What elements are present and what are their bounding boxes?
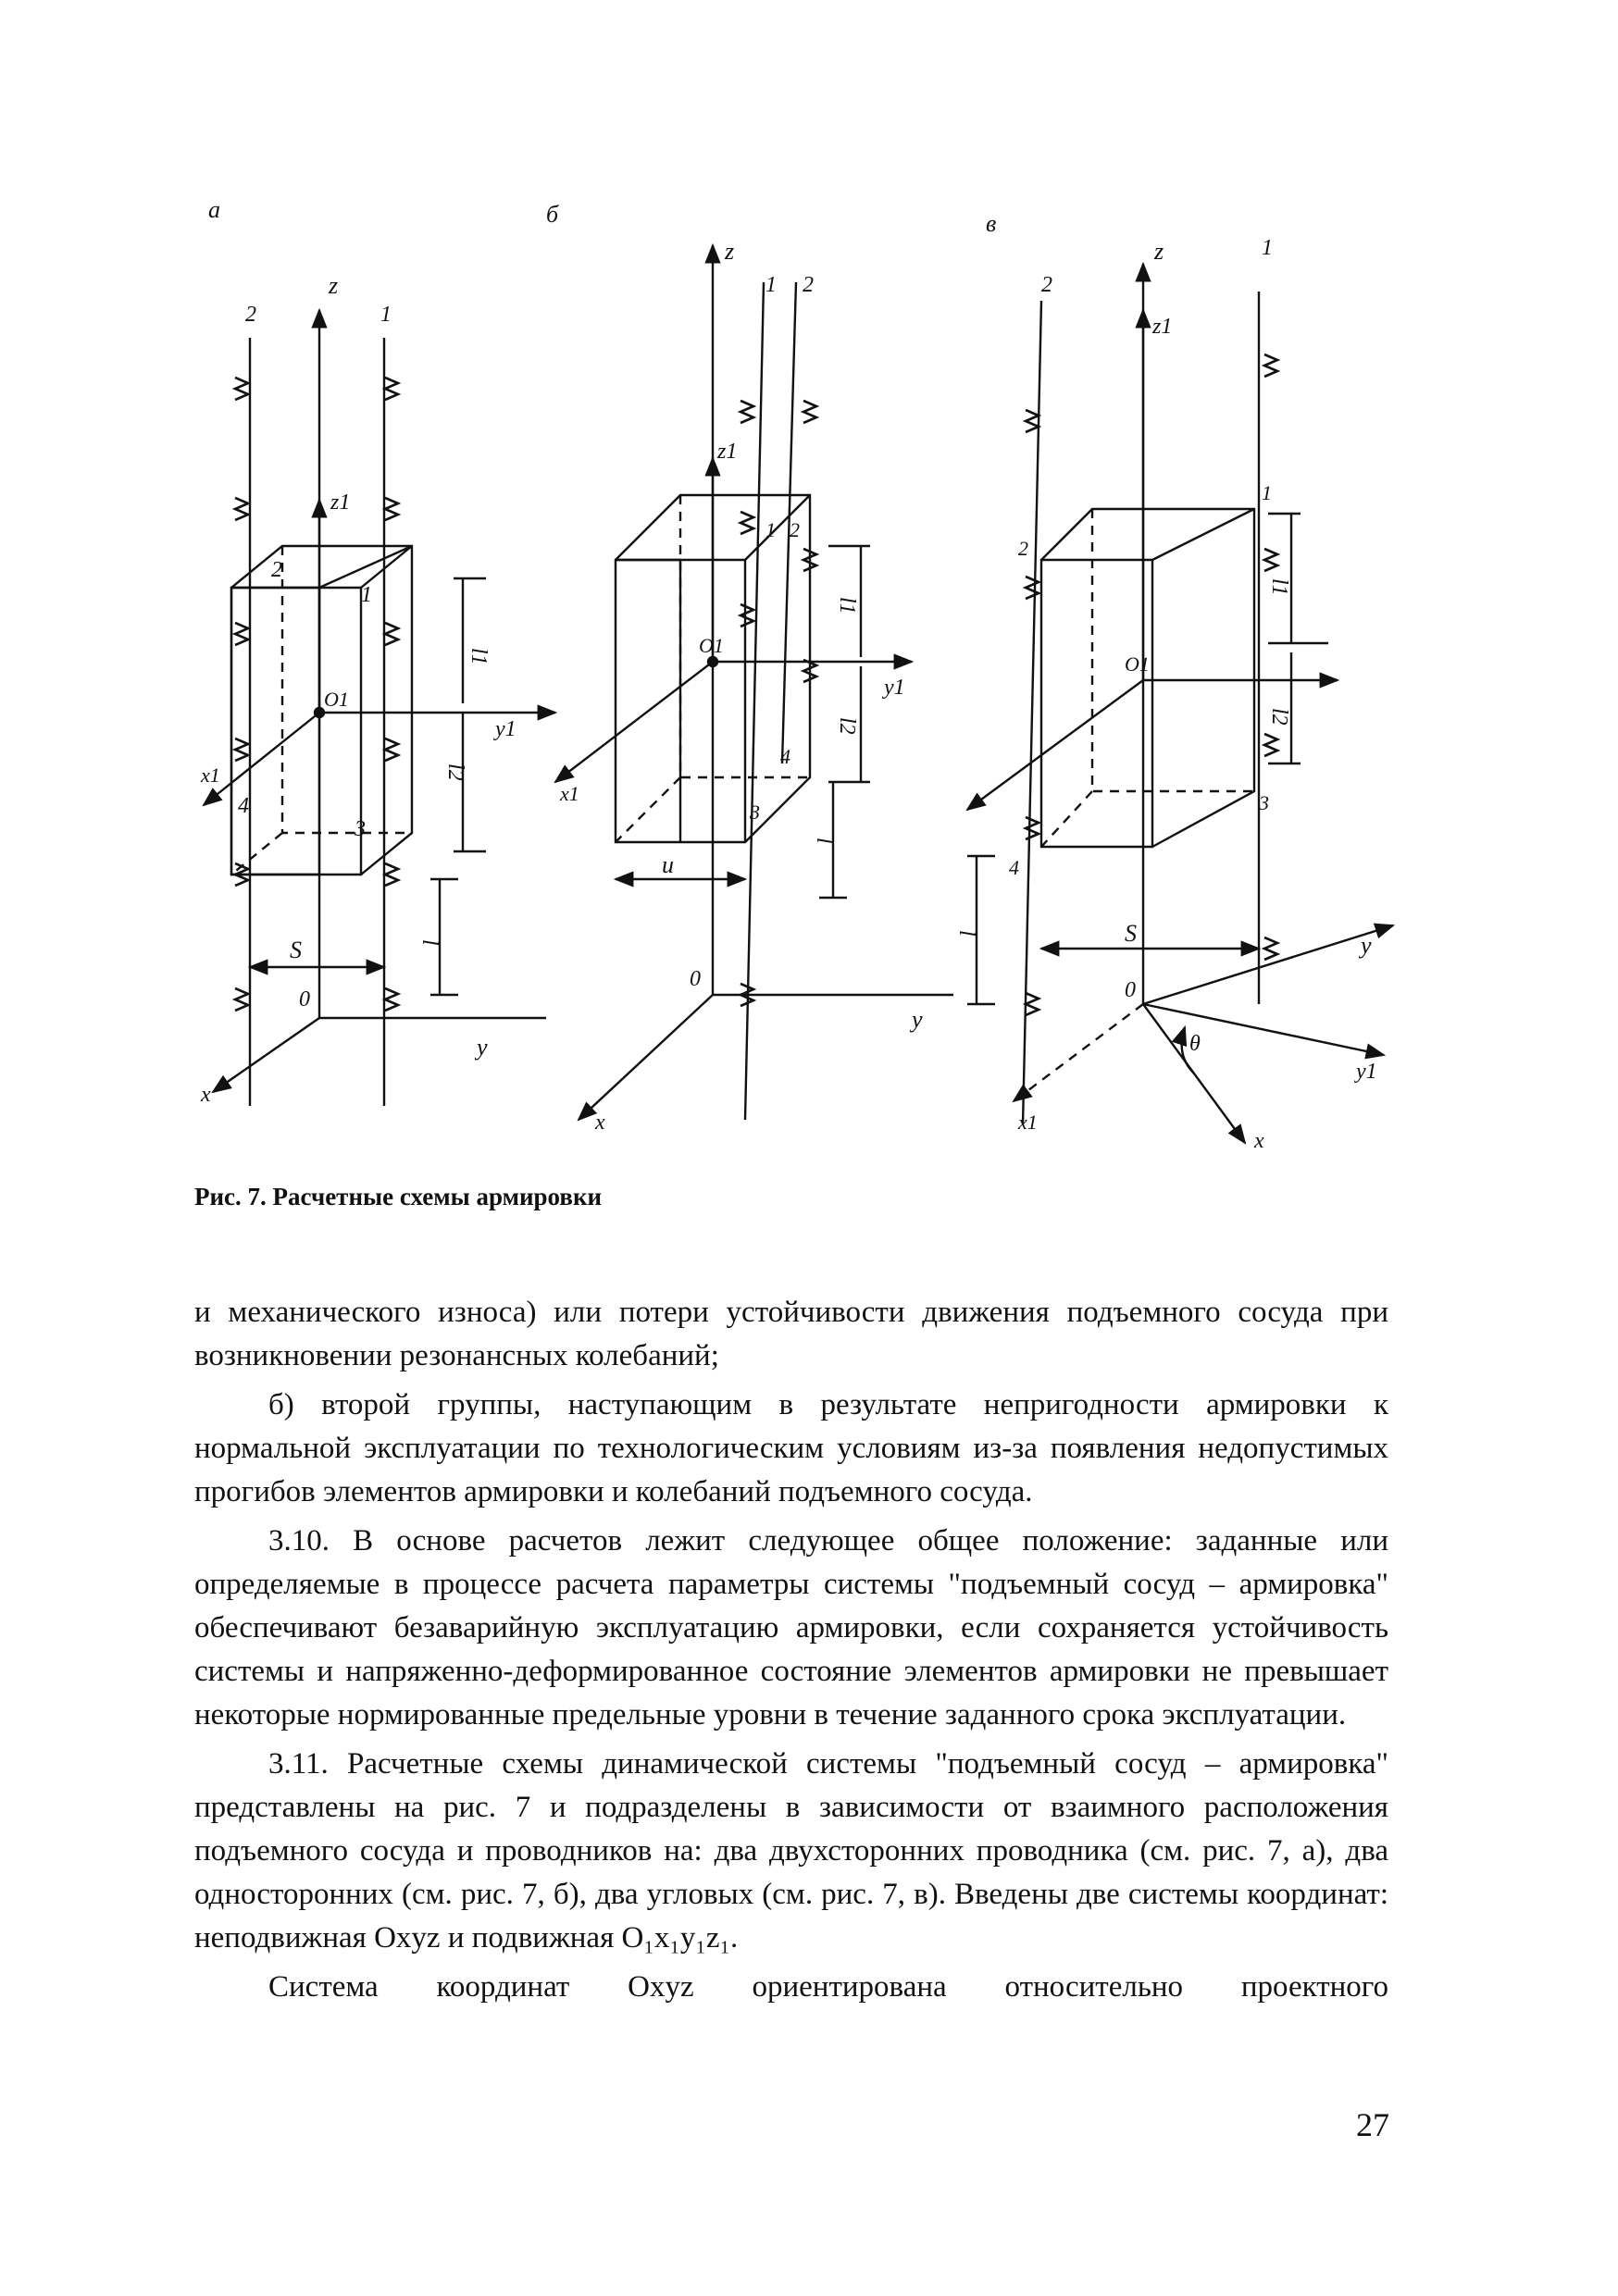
panel-a-z1-label: z1	[330, 490, 351, 515]
panel-b-point-1: 1	[765, 518, 776, 541]
figure-7	[180, 190, 1430, 1189]
panel-b-point-4: 4	[780, 745, 790, 768]
panel-a-l1-label: l1	[467, 648, 491, 665]
panel-v-point-3: 3	[1259, 791, 1269, 814]
panel-v-guide-2-label: 2	[1041, 273, 1052, 297]
panel-a-guide-2-label: 2	[245, 303, 256, 327]
panel-v-x1-label: x1	[1018, 1111, 1038, 1134]
panel-v-point-2: 2	[1018, 537, 1028, 560]
panel-b-l2-label: l2	[835, 717, 859, 735]
panel-v-y1-axis	[1143, 1004, 1384, 1055]
panel-v-z-label: z	[1154, 238, 1164, 265]
panel-v-s-label: S	[1125, 920, 1137, 947]
panel-a-point-1: 1	[361, 583, 372, 607]
panel-b-guide-1-label: 1	[765, 273, 777, 297]
paragraph-3: 3.10. В основе расчетов лежит следующее общее положение: заданные или определяемые в процессе расчета параметры системы "подъемный сосуд – армировка" обеспечивают безаварийную эксплуатацию армировки, если сохраняется устойчивость системы и напряженно-деформированное состояние элементов армировки не превышает некоторые нормированные предельные уровни в течение заданного срока эксплуатации.	[194, 1524, 1388, 1731]
panel-v	[954, 210, 1393, 1153]
panel-b-letter: б	[546, 201, 559, 228]
panel-a-point-2: 2	[271, 558, 282, 582]
panel-b	[546, 201, 953, 1135]
panel-v-y-axis	[1143, 925, 1393, 1004]
paragraph-5: Система координат Oxyz ориентирована относительно проектного	[268, 1970, 1388, 2004]
panel-b-u-label: u	[662, 851, 674, 878]
panel-b-x1-label: x1	[560, 782, 579, 805]
panel-v-guide-1-label: 1	[1262, 236, 1273, 260]
panel-v-l-label: l	[954, 930, 978, 937]
panel-a-o-label: 0	[299, 987, 310, 1011]
panel-b-o1-label: O1	[699, 634, 724, 657]
panel-v-l1-label: l1	[1267, 578, 1291, 596]
panel-b-x1-axis	[555, 662, 713, 782]
panel-v-theta-label: θ	[1189, 1032, 1201, 1056]
panel-a-o1-label: O1	[324, 688, 349, 711]
panel-a-guide-1-label: 1	[380, 303, 392, 327]
panel-b-z-label: z	[725, 238, 735, 265]
panel-v-y1-label: y1	[1356, 1060, 1377, 1084]
panel-a-letter: а	[208, 196, 220, 223]
panel-a-x-label: x	[201, 1083, 211, 1107]
panel-v-l2-label: l2	[1267, 708, 1291, 726]
panel-b-y-label: y	[912, 1006, 923, 1033]
panel-a-dim-l1	[454, 578, 486, 703]
panel-b-x-axis	[579, 995, 713, 1120]
panel-a-x1-label: x1	[201, 763, 220, 787]
panel-v-letter: в	[986, 210, 997, 237]
panel-a-dim-l2	[454, 713, 486, 851]
panel-a-dim-l	[430, 879, 458, 995]
panel-a-y1-label: y1	[495, 717, 517, 741]
panel-v-point-4: 4	[1009, 856, 1019, 879]
panel-a-s-label: S	[290, 937, 302, 963]
panel-b-y1-label: y1	[884, 676, 905, 700]
panel-b-point-2: 2	[790, 518, 800, 541]
panel-b-z1-label: z1	[717, 440, 738, 464]
panel-b-l-label: l	[812, 838, 836, 844]
panel-a-y-label: y	[477, 1034, 488, 1061]
paragraph-1: и механического износа) или потери устойчивости движения подъемного сосуда при возникновении резонансных колебаний;	[194, 1296, 1388, 1372]
page-number: 27	[1356, 2106, 1389, 2143]
panel-v-point-1: 1	[1262, 481, 1272, 504]
panel-v-box	[1041, 509, 1254, 847]
panel-v-y-label: y	[1361, 932, 1372, 959]
panel-a	[200, 196, 555, 1107]
panel-v-x1-axis	[1014, 1004, 1143, 1101]
panel-a-z-label: z	[329, 272, 339, 299]
panel-a-l2-label: l2	[443, 763, 467, 781]
panel-v-z1-label: z1	[1152, 315, 1173, 339]
panel-b-l1-label: l1	[835, 597, 859, 614]
panel-v-o1-label: O1	[1125, 652, 1150, 676]
panel-b-point-3: 3	[750, 800, 760, 824]
figure-caption: Рис. 7. Расчетные схемы армировки	[194, 1183, 603, 1210]
panel-b-guide-2-label: 2	[803, 273, 814, 297]
panel-a-point-3: 3	[355, 817, 366, 841]
panel-a-l-label: l	[417, 939, 442, 946]
paragraph-2: б) второй группы, наступающим в результате непригодности армировки к нормальной эксплуатации по технологическим условиям из-за появления недопустимых прогибов элементов армировки и колебаний подъемного сосуда.	[194, 1388, 1388, 1508]
panel-a-x1-axis	[204, 713, 319, 805]
paragraph-4: 3.11. Расчетные схемы динамической системы "подъемный сосуд – армировка" представлены на рис. 7 и подразделены в зависимости от взаимного расположения подъемного сосуда и проводников на: два двухсторонних проводника (см. рис. 7, а), два односторонних (см. рис. 7, б), два угловых (см. рис. 7, в). Введены две системы координат: неподвижная Oxyz и подвижная O₁x₁y₁z₁.	[194, 1747, 1388, 1955]
panel-b-o-label: 0	[690, 967, 701, 991]
panel-v-o-label: 0	[1125, 978, 1136, 1002]
panel-a-x-axis	[213, 1018, 319, 1092]
panel-b-x-label: x	[595, 1111, 605, 1135]
panel-a-point-4: 4	[238, 794, 249, 818]
panel-v-x-label: x	[1254, 1129, 1264, 1153]
body-text	[194, 1291, 1388, 2015]
